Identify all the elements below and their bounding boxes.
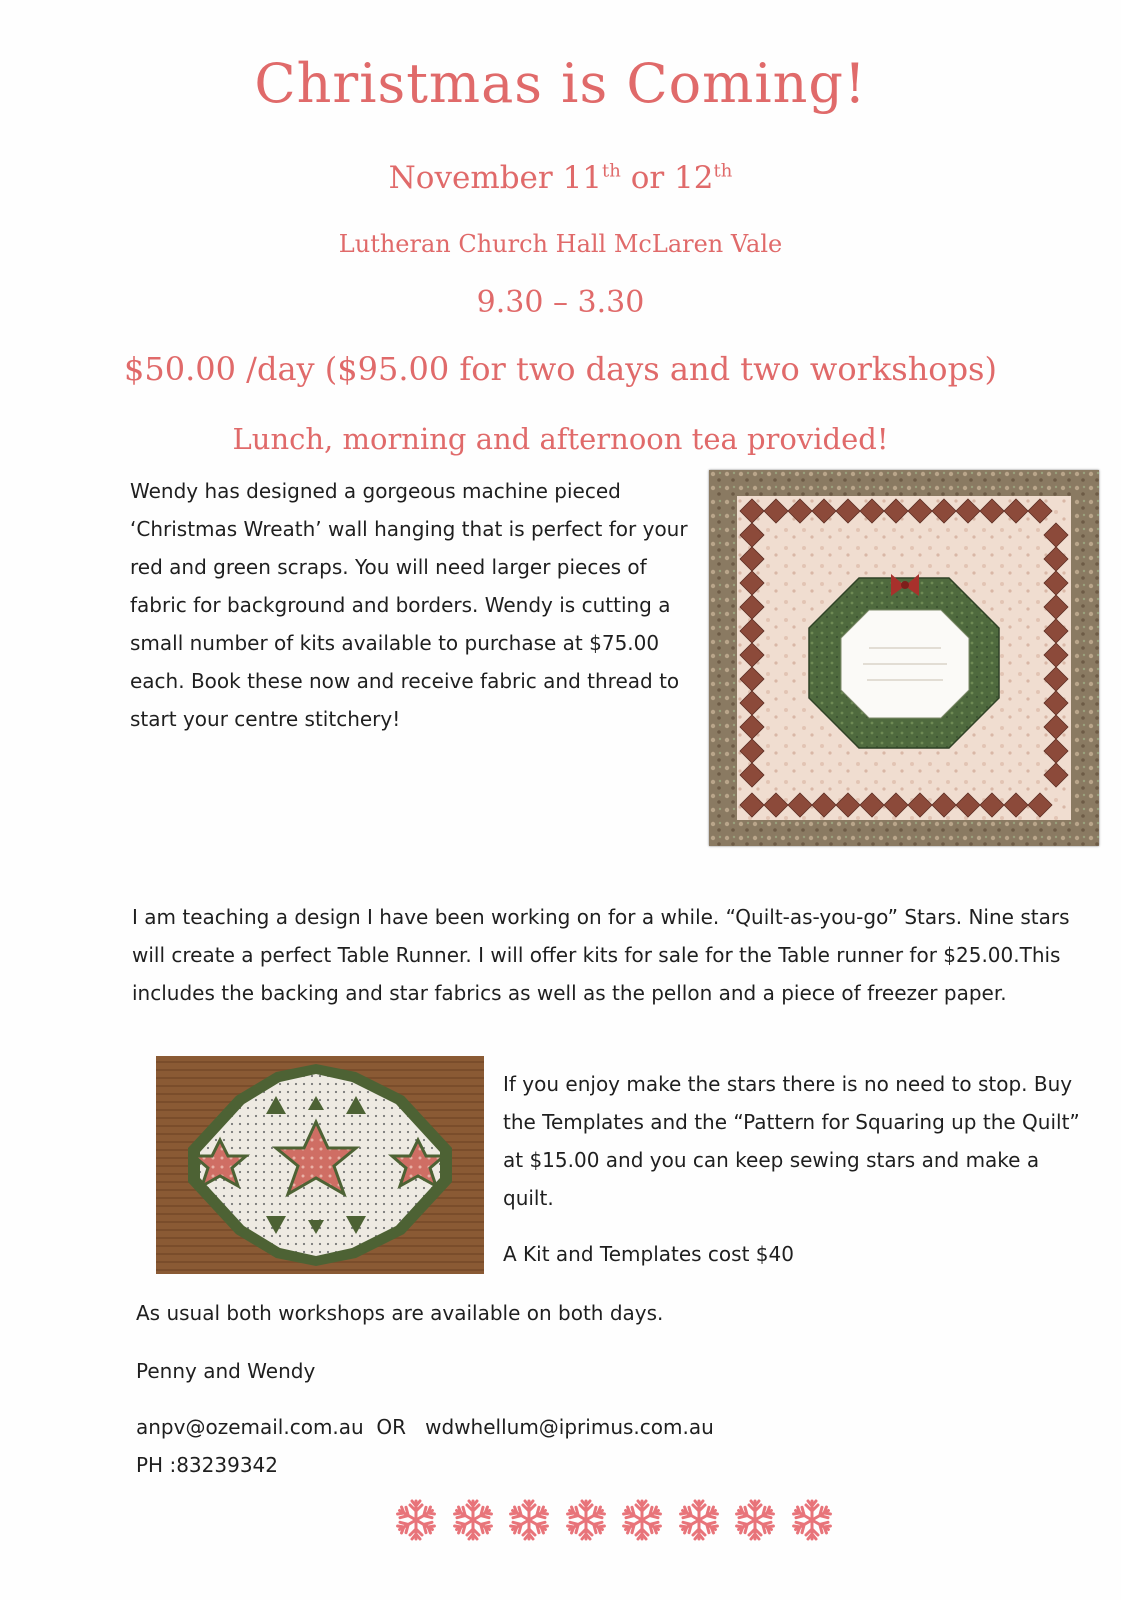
page-title: Christmas is Coming!: [254, 52, 867, 115]
catering-note: Lunch, morning and afternoon tea provided!: [232, 422, 889, 456]
snowflake-icon: [451, 1498, 495, 1542]
table-runner-photo: [156, 1056, 484, 1274]
contact-emails: anpv@ozemail.com.au OR wdwhellum@iprimus.com.au: [136, 1415, 714, 1439]
date-suffix-1: th: [602, 160, 621, 182]
contact-phone: PH :83239342: [136, 1453, 278, 1477]
event-dates: [0, 160, 1121, 196]
event-price: $50.00 /day ($95.00 for two days and two workshops): [124, 350, 997, 388]
snowflake-icon: [564, 1498, 608, 1542]
wreath-description: Wendy has designed a gorgeous machine pieced ‘Christmas Wreath’ wall hanging that is perfect for your red and green scraps. You will need larger pieces of fabric for background and borders. Wendy is cutting a small number of kits available to purchase at $75.00 each. Book these now and receive fabric and thread to start your centre stitchery!: [130, 479, 688, 731]
snowflake-icon: [507, 1498, 551, 1542]
date-suffix-2: th: [713, 160, 733, 182]
signature: Penny and Wendy: [136, 1359, 316, 1383]
kit-price: A Kit and Templates cost $40: [503, 1242, 794, 1266]
stars-description: I am teaching a design I have been working on for a while. “Quilt-as-you-go” Stars. Nine stars will create a perfect Table Runner. I will offer kits for sale for the Table runner for $25.00.This includes the backing and star fabrics as well as the pellon and a piece of freezer paper.: [132, 905, 1070, 1005]
snowflake-icon: [733, 1498, 777, 1542]
workshops-note: As usual both workshops are available on both days.: [136, 1301, 664, 1325]
snowflake-icon: [790, 1498, 834, 1542]
date-text-2: or 12: [620, 160, 714, 196]
snowflake-icon: [394, 1498, 438, 1542]
templates-description: If you enjoy make the stars there is no need to stop. Buy the Templates and the “Pattern for Squaring up the Quilt” at $15.00 and you can keep sewing stars and make a quilt.: [503, 1072, 1080, 1210]
snowflake-row: [394, 1492, 834, 1548]
snowflake-icon: [620, 1498, 664, 1542]
wreath-quilt-photo: [709, 470, 1099, 846]
date-text-1: November 11: [388, 160, 603, 196]
snowflake-icon: [677, 1498, 721, 1542]
event-venue: Lutheran Church Hall McLaren Vale: [338, 230, 783, 258]
event-time: 9.30 – 3.30: [476, 285, 645, 320]
